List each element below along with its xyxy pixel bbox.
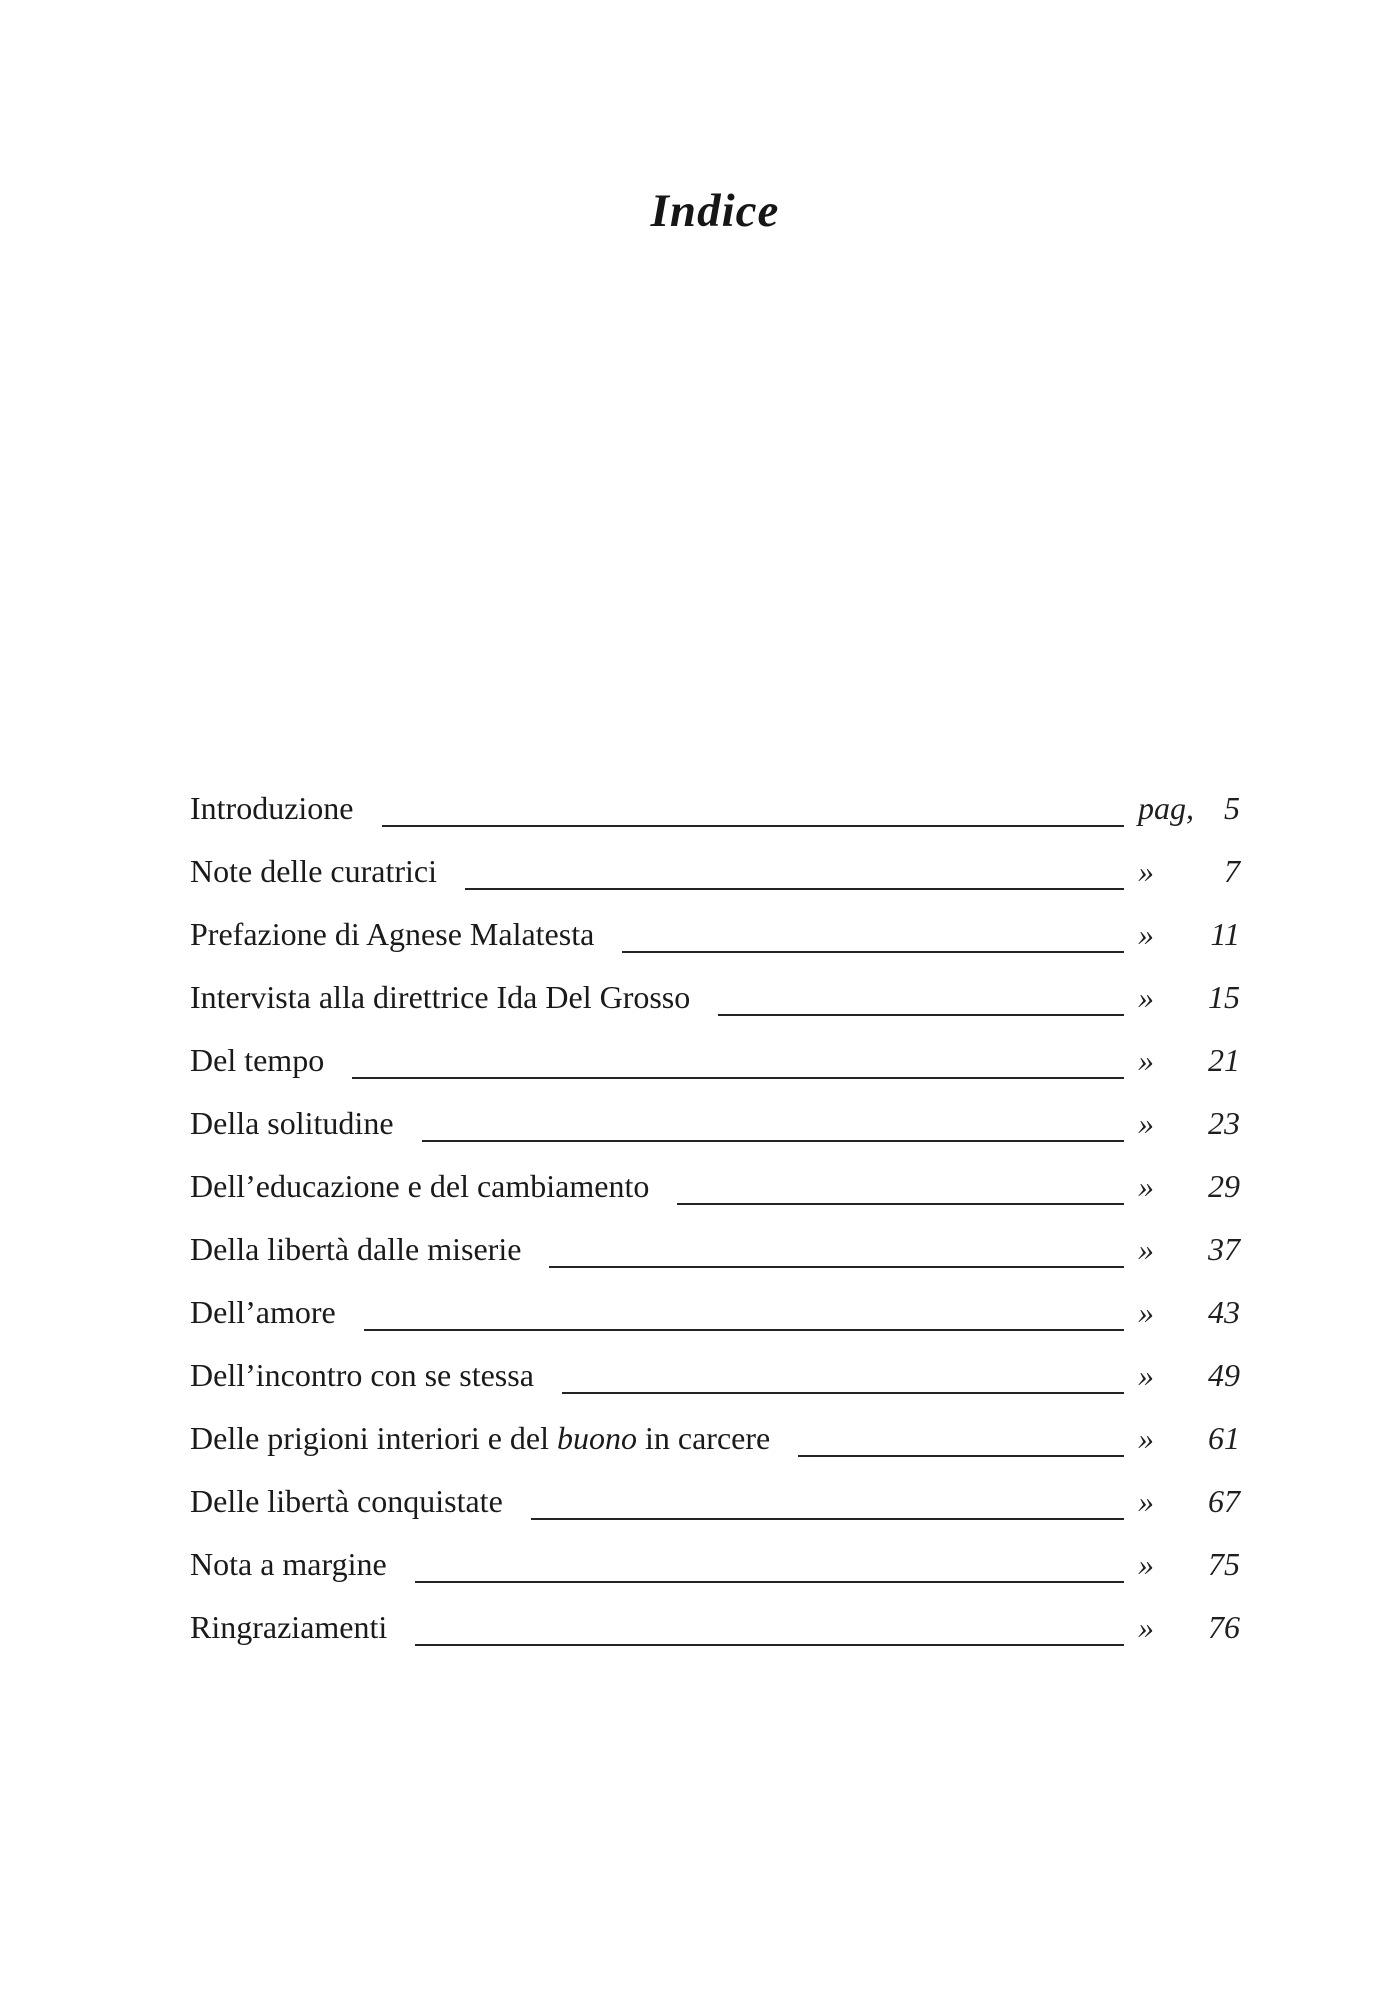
page-number: 7 xyxy=(1224,853,1240,889)
page-ref-marker: » xyxy=(1138,1420,1154,1456)
page-ref-marker: » xyxy=(1138,1294,1154,1330)
toc-entry-title: Della libertà dalle miserie xyxy=(190,1231,522,1267)
page-ref-marker: » xyxy=(1138,1357,1154,1393)
toc-entry-title: Delle prigioni interiori e del buono in carcere xyxy=(190,1420,771,1456)
toc-row xyxy=(190,788,1240,851)
leader-line xyxy=(382,825,1125,827)
toc-row xyxy=(190,1544,1240,1607)
page-ref-marker: » xyxy=(1138,1231,1154,1267)
toc-entry-page-ref xyxy=(1138,1229,1240,1269)
page-number: 43 xyxy=(1208,1294,1240,1330)
toc-entry-page-ref xyxy=(1138,1418,1240,1458)
toc-entry-page-ref xyxy=(1138,1355,1240,1395)
toc-entry-page-ref xyxy=(1138,1103,1240,1143)
leader-line xyxy=(562,1392,1124,1394)
toc-row xyxy=(190,1607,1240,1670)
page-ref-marker: » xyxy=(1138,1168,1154,1204)
page-number: 23 xyxy=(1208,1105,1240,1141)
leader-line xyxy=(364,1329,1124,1331)
toc-entry-page-ref xyxy=(1138,1166,1240,1206)
toc-entry-title: Dell’incontro con se stessa xyxy=(190,1357,534,1393)
leader-line xyxy=(422,1140,1124,1142)
toc-row xyxy=(190,1229,1240,1292)
toc-entry-title: Del tempo xyxy=(190,1042,325,1078)
leader-line xyxy=(415,1644,1124,1646)
toc-row xyxy=(190,1040,1240,1103)
leader-line xyxy=(677,1203,1124,1205)
leader-line xyxy=(465,888,1124,890)
toc-row xyxy=(190,1481,1240,1544)
page-number: 67 xyxy=(1208,1483,1240,1519)
page-number: 15 xyxy=(1208,979,1240,1015)
leader-line xyxy=(622,951,1124,953)
toc-entry-page-ref xyxy=(1138,914,1240,954)
toc-row xyxy=(190,977,1240,1040)
toc-entry-title: Dell’amore xyxy=(190,1294,336,1330)
toc-entry-page-ref xyxy=(1138,1481,1240,1521)
leader-line xyxy=(415,1581,1124,1583)
page-number: 5 xyxy=(1224,790,1240,826)
toc-entry-title: Intervista alla direttrice Ida Del Grosso xyxy=(190,979,691,1015)
toc-row xyxy=(190,1292,1240,1355)
page-number: 11 xyxy=(1210,916,1240,952)
toc-entry-page-ref xyxy=(1138,1292,1240,1332)
leader-line xyxy=(798,1455,1124,1457)
page-ref-marker: » xyxy=(1138,1042,1154,1078)
page-number: 76 xyxy=(1208,1609,1240,1645)
toc-entry-title: Delle libertà conquistate xyxy=(190,1483,503,1519)
page-number: 75 xyxy=(1208,1546,1240,1582)
page-title: Indice xyxy=(650,185,780,237)
toc-entry-page-ref xyxy=(1138,977,1240,1017)
toc-entry-title: Nota a margine xyxy=(190,1546,387,1582)
page-ref-marker: » xyxy=(1138,916,1154,952)
leader-line xyxy=(352,1077,1124,1079)
page-ref-marker: » xyxy=(1138,1105,1154,1141)
toc-row xyxy=(190,914,1240,977)
page-number: 29 xyxy=(1208,1168,1240,1204)
toc-row xyxy=(190,1355,1240,1418)
toc-row xyxy=(190,851,1240,914)
toc-row xyxy=(190,1166,1240,1229)
toc-entry-title: Introduzione xyxy=(190,790,354,826)
page-number: 37 xyxy=(1208,1231,1240,1267)
page-ref-marker: » xyxy=(1138,853,1154,889)
leader-line xyxy=(531,1518,1124,1520)
toc-entry-page-ref xyxy=(1138,851,1240,891)
page-number: 61 xyxy=(1208,1420,1240,1456)
toc-entry-page-ref xyxy=(1138,1544,1240,1584)
toc-entry-title: Ringraziamenti xyxy=(190,1609,388,1645)
page-ref-marker: pag, xyxy=(1138,790,1194,826)
table-of-contents xyxy=(190,788,1240,1670)
leader-line xyxy=(549,1266,1124,1268)
toc-entry-page-ref xyxy=(1138,1607,1240,1647)
page-ref-marker: » xyxy=(1138,1609,1154,1645)
toc-entry-page-ref xyxy=(1138,788,1240,828)
page-number: 21 xyxy=(1208,1042,1240,1078)
toc-entry-title: Dell’educazione e del cambiamento xyxy=(190,1168,650,1204)
toc-entry-title: Della solitudine xyxy=(190,1105,394,1141)
toc-entry-page-ref xyxy=(1138,1040,1240,1080)
leader-line xyxy=(718,1014,1124,1016)
toc-row xyxy=(190,1418,1240,1481)
toc-entry-title: Note delle curatrici xyxy=(190,853,437,889)
page-ref-marker: » xyxy=(1138,1483,1154,1519)
page-ref-marker: » xyxy=(1138,1546,1154,1582)
toc-row xyxy=(190,1103,1240,1166)
toc-entry-title: Prefazione di Agnese Malatesta xyxy=(190,916,595,952)
page-ref-marker: » xyxy=(1138,979,1154,1015)
page-number: 49 xyxy=(1208,1357,1240,1393)
